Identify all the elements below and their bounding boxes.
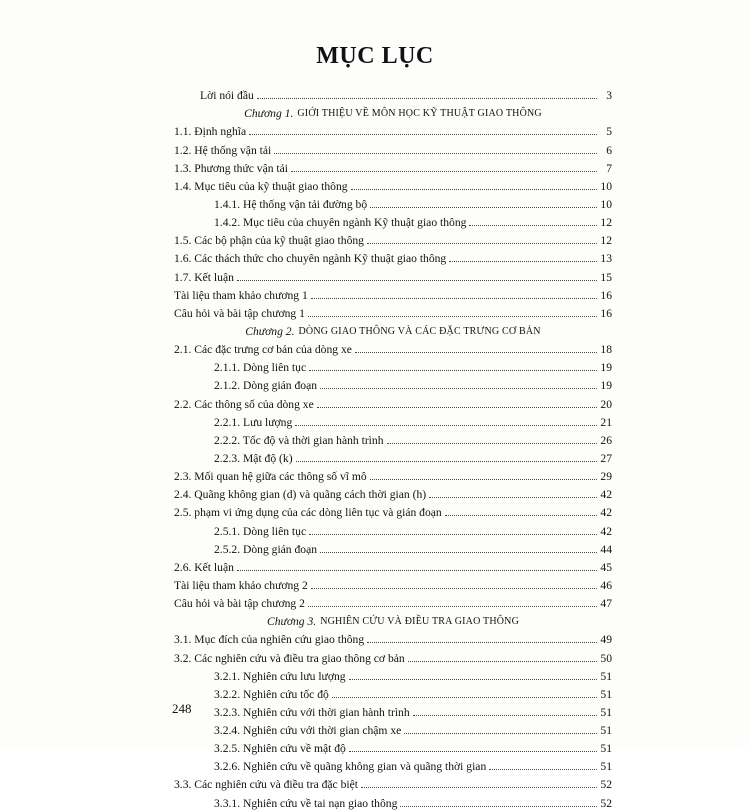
page-title: MỤC LỤC	[316, 43, 434, 69]
entry-label: 2.5.2. Dòng gián đoạn	[214, 542, 318, 556]
toc-entry	[174, 574, 612, 592]
toc-entry	[174, 229, 612, 247]
toc-entry	[174, 592, 612, 610]
dot-leader	[355, 352, 597, 353]
entry-page: 27	[600, 451, 612, 465]
entry-page: 52	[600, 778, 612, 792]
dot-leader	[429, 497, 597, 498]
entry-page: 5	[606, 125, 612, 139]
toc-entry	[174, 265, 612, 283]
toc-subentry	[174, 755, 612, 773]
dot-leader	[237, 570, 597, 571]
entry-label: 2.3. Mối quan hệ giữa các thông số vĩ mô	[174, 470, 367, 484]
toc-entry	[174, 501, 612, 519]
entry-page: 20	[600, 397, 612, 411]
entry-page: 42	[600, 488, 612, 502]
entry-label: 3.1. Mục đích của nghiên cứu giao thông	[174, 633, 365, 647]
entry-page: 12	[600, 234, 612, 248]
entry-page: 51	[600, 669, 612, 683]
entry-label: 2.1.1. Dòng liên tục	[214, 361, 307, 375]
entry-label: 3.2.2. Nghiên cứu tốc độ	[214, 687, 329, 701]
entry-page: 51	[600, 724, 612, 738]
entry-label: Câu hỏi và bài tập chương 2	[174, 597, 305, 611]
entry-label: 3.2.4. Nghiên cứu với thời gian chậm xe	[214, 724, 402, 738]
entry-page: 52	[600, 796, 612, 810]
toc-subentry	[174, 429, 612, 447]
entry-page: 13	[600, 252, 612, 266]
chapter-number: Chương 1.	[244, 107, 294, 121]
toc-subentry	[174, 211, 612, 229]
entry-page: 51	[600, 760, 612, 774]
chapter-heading	[174, 610, 612, 628]
entry-label: 2.6. Kết luận	[174, 560, 234, 574]
entry-label: 1.6. Các thách thức cho chuyên ngành Kỹ thuật giao thông	[174, 252, 447, 266]
entry-page: 44	[600, 542, 612, 556]
dot-leader	[308, 316, 597, 317]
toc-subentry	[174, 665, 612, 683]
toc-entry	[174, 138, 612, 156]
entry-label: 1.1. Định nghĩa	[174, 125, 247, 139]
entry-label: 3.2.6. Nghiên cứu về quãng không gian và quãng thời gian	[214, 760, 487, 774]
chapter-number: Chương 2.	[245, 324, 295, 338]
dot-leader	[449, 261, 597, 262]
dot-leader	[413, 715, 597, 716]
entry-label: 2.2. Các thông số của dòng xe	[174, 397, 314, 411]
toc-entry	[174, 483, 612, 501]
toc-subentry	[174, 719, 612, 737]
entry-page: 12	[600, 216, 612, 230]
toc-entry	[174, 302, 612, 320]
toc-subentry	[174, 447, 612, 465]
toc-subentry	[174, 519, 612, 537]
entry-page: 45	[600, 560, 612, 574]
entry-page: 49	[600, 633, 612, 647]
toc-entry	[174, 773, 612, 791]
chapter-heading	[174, 102, 612, 120]
toc-subentry	[174, 356, 612, 374]
entry-label: Tài liệu tham khảo chương 1	[174, 288, 308, 302]
entry-page: 42	[600, 506, 612, 520]
entry-page: 50	[600, 651, 612, 665]
dot-leader	[367, 243, 597, 244]
entry-label: 3.3.1. Nghiên cứu về tai nạn giao thông	[214, 796, 398, 810]
dot-leader	[445, 515, 597, 516]
entry-page: 19	[600, 361, 612, 375]
toc-entry	[174, 247, 612, 265]
entry-page: 51	[600, 705, 612, 719]
entry-page: 51	[600, 687, 612, 701]
dot-leader	[296, 461, 597, 462]
dot-leader	[309, 534, 597, 535]
entry-label: 3.2. Các nghiên cứu và điều tra giao thông cơ bản	[174, 651, 405, 665]
entry-page: 29	[600, 470, 612, 484]
toc-entry	[174, 646, 612, 664]
toc-subentry	[174, 538, 612, 556]
dot-leader	[309, 370, 597, 371]
entry-page: 15	[600, 270, 612, 284]
page-number: 248	[172, 701, 192, 716]
entry-page: 6	[606, 143, 612, 157]
dot-leader	[320, 388, 597, 389]
entry-page: 16	[600, 306, 612, 320]
toc-subentry	[174, 374, 612, 392]
dot-leader	[295, 425, 597, 426]
dot-leader	[237, 280, 597, 281]
entry-label: 3.3. Các nghiên cứu và điều tra đặc biệt	[174, 778, 358, 792]
dot-leader	[361, 787, 597, 788]
dot-leader	[367, 642, 597, 643]
entry-label: Tài liệu tham khảo chương 2	[174, 578, 308, 592]
entry-label: 2.2.2. Tốc độ và thời gian hành trình	[214, 433, 384, 447]
entry-page: 42	[600, 524, 612, 538]
dot-leader	[320, 552, 597, 553]
entry-label: 1.7. Kết luận	[174, 270, 234, 284]
entry-page: 21	[600, 415, 612, 429]
chapter-number: Chương 3.	[266, 615, 317, 629]
chapter-title: GIỚI THIỆU VỀ MÔN HỌC KỸ THUẬT GIAO THÔNG	[297, 108, 542, 120]
entry-label: 2.1.2. Dòng gián đoạn	[214, 379, 318, 393]
dot-leader	[291, 171, 597, 172]
entry-label: 2.5.1. Dòng liên tục	[214, 524, 307, 538]
dot-leader	[274, 153, 597, 154]
toc-subentry	[174, 683, 612, 701]
dot-leader	[469, 225, 597, 226]
toc-entry	[174, 556, 612, 574]
toc-entry	[174, 338, 612, 356]
dot-leader	[308, 606, 597, 607]
entry-page: 26	[600, 433, 612, 447]
dot-leader	[257, 98, 597, 99]
entry-label: 3.2.1. Nghiên cứu lưu lượng	[214, 669, 346, 683]
toc-subentry	[174, 701, 612, 719]
entry-label: 2.2.1. Lưu lượng	[214, 415, 293, 429]
entry-label: 2.1. Các đặc trưng cơ bản của dòng xe	[174, 343, 352, 357]
dot-leader	[311, 588, 597, 589]
dot-leader	[349, 751, 597, 752]
entry-label: 3.2.5. Nghiên cứu về mật độ	[214, 742, 346, 756]
dot-leader	[408, 661, 597, 662]
toc-entry	[174, 465, 612, 483]
table-of-contents	[174, 84, 612, 810]
dot-leader	[311, 298, 597, 299]
entry-label: 1.4.2. Mục tiêu của chuyên ngành Kỹ thuật giao thông	[214, 216, 467, 230]
dot-leader	[387, 443, 598, 444]
entry-page: 47	[600, 597, 612, 611]
dot-leader	[249, 134, 597, 135]
entry-label: 2.2.3. Mật độ (k)	[214, 451, 293, 465]
dot-leader	[370, 479, 597, 480]
entry-page: 46	[600, 578, 612, 592]
entry-page: 16	[600, 288, 612, 302]
toc-subentry	[174, 411, 612, 429]
dot-leader	[370, 207, 597, 208]
toc-subentry	[174, 193, 612, 211]
entry-page: 10	[600, 179, 612, 193]
entry-label: Lời nói đầu	[200, 89, 254, 103]
entry-label: 1.4. Mục tiêu của kỹ thuật giao thông	[174, 179, 348, 193]
chapter-title: NGHIÊN CỨU VÀ ĐIỀU TRA GIAO THÔNG	[320, 616, 520, 628]
entry-label: 2.5. phạm vi ứng dụng của các dòng liên tục và gián đoạn	[174, 506, 442, 520]
entry-page: 19	[600, 379, 612, 393]
dot-leader	[317, 407, 597, 408]
entry-page: 10	[600, 197, 612, 211]
dot-leader	[404, 733, 597, 734]
toc-entry	[174, 392, 612, 410]
entry-page: 7	[606, 161, 612, 175]
entry-label: 1.3. Phương thức vận tải	[174, 161, 289, 175]
entry-page: 18	[600, 343, 612, 357]
entry-label: 1.5. Các bộ phận của kỹ thuật giao thông	[174, 234, 364, 248]
dot-leader	[489, 769, 597, 770]
entry-label: 1.4.1. Hệ thống vận tải đường bộ	[214, 197, 368, 211]
dot-leader	[332, 697, 597, 698]
toc-subentry	[174, 737, 612, 755]
toc-intro-entry	[174, 84, 612, 102]
entry-label: 2.4. Quãng không gian (d) và quãng cách thời gian (h)	[174, 488, 427, 502]
toc-entry	[174, 157, 612, 175]
toc-entry	[174, 175, 612, 193]
dot-leader	[351, 189, 597, 190]
entry-label: 1.2. Hệ thống vận tải	[174, 143, 272, 157]
chapter-title: DÒNG GIAO THÔNG VÀ CÁC ĐẶC TRƯNG CƠ BẢN	[298, 325, 541, 337]
entry-label: 3.2.3. Nghiên cứu với thời gian hành trình	[214, 705, 410, 719]
entry-page: 3	[606, 89, 612, 103]
toc-entry	[174, 284, 612, 302]
toc-subentry	[174, 791, 612, 809]
entry-label: Câu hỏi và bài tập chương 1	[174, 306, 305, 320]
toc-entry	[174, 120, 612, 138]
toc-entry	[174, 628, 612, 646]
dot-leader	[400, 806, 597, 807]
chapter-heading	[174, 320, 612, 338]
dot-leader	[349, 679, 597, 680]
entry-page: 51	[600, 742, 612, 756]
